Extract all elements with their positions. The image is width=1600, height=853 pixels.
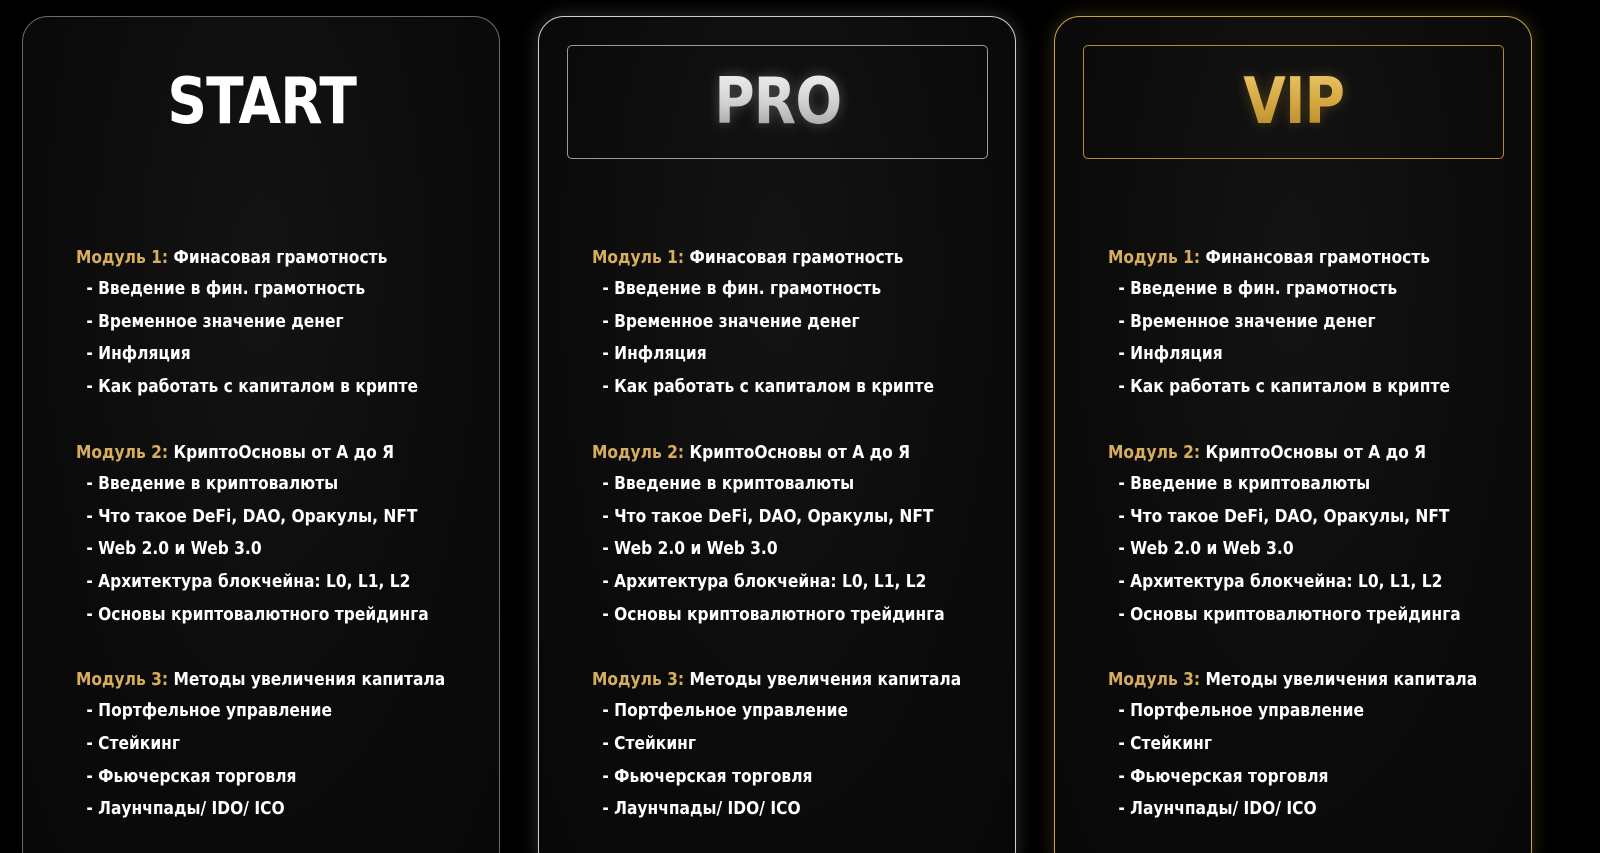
module-item: - Основы криптовалютного трейдинга [86, 603, 429, 625]
module-item: - Основы криптовалютного трейдинга [602, 603, 945, 625]
module-1 [76, 243, 496, 404]
module-3 [76, 665, 496, 826]
module-2 [1108, 438, 1528, 632]
module-item: - Что такое DeFi, DAO, Оракулы, NFT [86, 505, 418, 527]
plan-title: VIP [1243, 65, 1344, 139]
module-item: - Архитектура блокчейна: L0, L1, L2 [1118, 570, 1443, 592]
module-item: - Лаунчпады/ IDO/ ICO [1118, 798, 1317, 820]
module-heading [1108, 438, 1469, 468]
module-item: - Основы криптовалютного трейдинга [1118, 603, 1461, 625]
module-name: Методы увеличения капитала [1205, 669, 1478, 691]
module-item: - Введение в криптовалюты [1118, 472, 1371, 494]
module-name: КриптоОсновы от А до Я [1205, 441, 1427, 463]
module-heading [76, 438, 437, 468]
module-2 [592, 438, 1012, 632]
module-item: - Что такое DeFi, DAO, Оракулы, NFT [602, 505, 934, 527]
module-item: - Портфельное управление [86, 700, 332, 722]
module-number: Модуль 1: [76, 247, 169, 268]
module-heading [592, 438, 953, 468]
module-item: - Введение в фин. грамотность [1118, 278, 1398, 299]
module-item: - Стейкинг [602, 733, 696, 755]
module-item: - Фьючерская торговля [86, 765, 297, 787]
module-3 [592, 665, 1012, 826]
module-number: Модуль 3: [76, 669, 169, 691]
module-name: Финасовая грамотность [173, 247, 388, 268]
module-item: - Как работать с капиталом в крипте [602, 376, 934, 398]
module-number: Модуль 1: [592, 247, 685, 268]
module-item: - Введение в криптовалюты [86, 472, 339, 494]
module-item: - Web 2.0 и Web 3.0 [602, 538, 778, 560]
module-list [1108, 243, 1528, 853]
module-item: - Временное значение денег [86, 310, 344, 332]
plan-title-box [567, 45, 988, 159]
module-heading [592, 243, 953, 273]
module-items [592, 695, 1012, 826]
module-name: Методы увеличения капитала [689, 669, 962, 691]
module-number: Модуль 3: [592, 669, 685, 691]
module-1 [592, 243, 1012, 404]
module-item: - Портфельное управление [1118, 700, 1364, 722]
module-number: Модуль 2: [76, 441, 169, 463]
module-heading [76, 243, 437, 273]
module-name: КриптоОсновы от А до Я [173, 441, 395, 463]
plan-card-vip[interactable] [1054, 16, 1532, 853]
plan-title: PRO [714, 65, 841, 139]
module-item: - Инфляция [1118, 343, 1223, 365]
module-items [76, 695, 496, 826]
module-items [76, 468, 496, 632]
module-item: - Стейкинг [1118, 733, 1212, 755]
module-item: - Web 2.0 и Web 3.0 [86, 538, 262, 560]
module-item: - Как работать с капиталом в крипте [1118, 376, 1450, 398]
module-name: КриптоОсновы от А до Я [689, 441, 911, 463]
module-item: - Временное значение денег [602, 310, 860, 332]
module-items [592, 468, 1012, 632]
plan-card-pro[interactable] [538, 16, 1016, 853]
module-name: Финансовая грамотность [1205, 247, 1431, 268]
module-items [1108, 468, 1528, 632]
module-list [592, 243, 1012, 853]
module-item: - Введение в фин. грамотность [86, 278, 366, 299]
module-number: Модуль 1: [1108, 247, 1201, 268]
module-item: - Архитектура блокчейна: L0, L1, L2 [602, 570, 927, 592]
module-heading [76, 665, 446, 695]
module-heading [592, 665, 962, 695]
module-item: - Как работать с капиталом в крипте [86, 376, 418, 398]
module-item: - Лаунчпады/ IDO/ ICO [86, 798, 285, 820]
module-item: - Введение в фин. грамотность [602, 278, 882, 299]
module-number: Модуль 3: [1108, 669, 1201, 691]
module-item: - Web 2.0 и Web 3.0 [1118, 538, 1294, 560]
module-1 [1108, 243, 1528, 404]
module-2 [76, 438, 496, 632]
module-number: Модуль 2: [1108, 441, 1201, 463]
module-number: Модуль 2: [592, 441, 685, 463]
module-item: - Фьючерская торговля [602, 765, 813, 787]
module-name: Методы увеличения капитала [173, 669, 446, 691]
module-list [76, 243, 496, 853]
plan-title-box [51, 45, 472, 159]
module-item: - Инфляция [602, 343, 707, 365]
plan-title: START [167, 65, 356, 139]
module-item: - Архитектура блокчейна: L0, L1, L2 [86, 570, 411, 592]
module-item: - Что такое DeFi, DAO, Оракулы, NFT [1118, 505, 1450, 527]
module-items [1108, 273, 1528, 404]
module-item: - Введение в криптовалюты [602, 472, 855, 494]
module-name: Финасовая грамотность [689, 247, 904, 268]
module-item: - Стейкинг [86, 733, 180, 755]
module-item: - Лаунчпады/ IDO/ ICO [602, 798, 801, 820]
module-item: - Инфляция [86, 343, 191, 365]
module-item: - Фьючерская торговля [1118, 765, 1329, 787]
plan-title-box [1083, 45, 1504, 159]
plan-card-start[interactable] [22, 16, 500, 853]
module-item: - Временное значение денег [1118, 310, 1376, 332]
module-item: - Портфельное управление [602, 700, 848, 722]
module-heading [1108, 665, 1478, 695]
module-items [1108, 695, 1528, 826]
module-3 [1108, 665, 1528, 826]
module-items [76, 273, 496, 404]
module-items [592, 273, 1012, 404]
module-heading [1108, 243, 1469, 273]
